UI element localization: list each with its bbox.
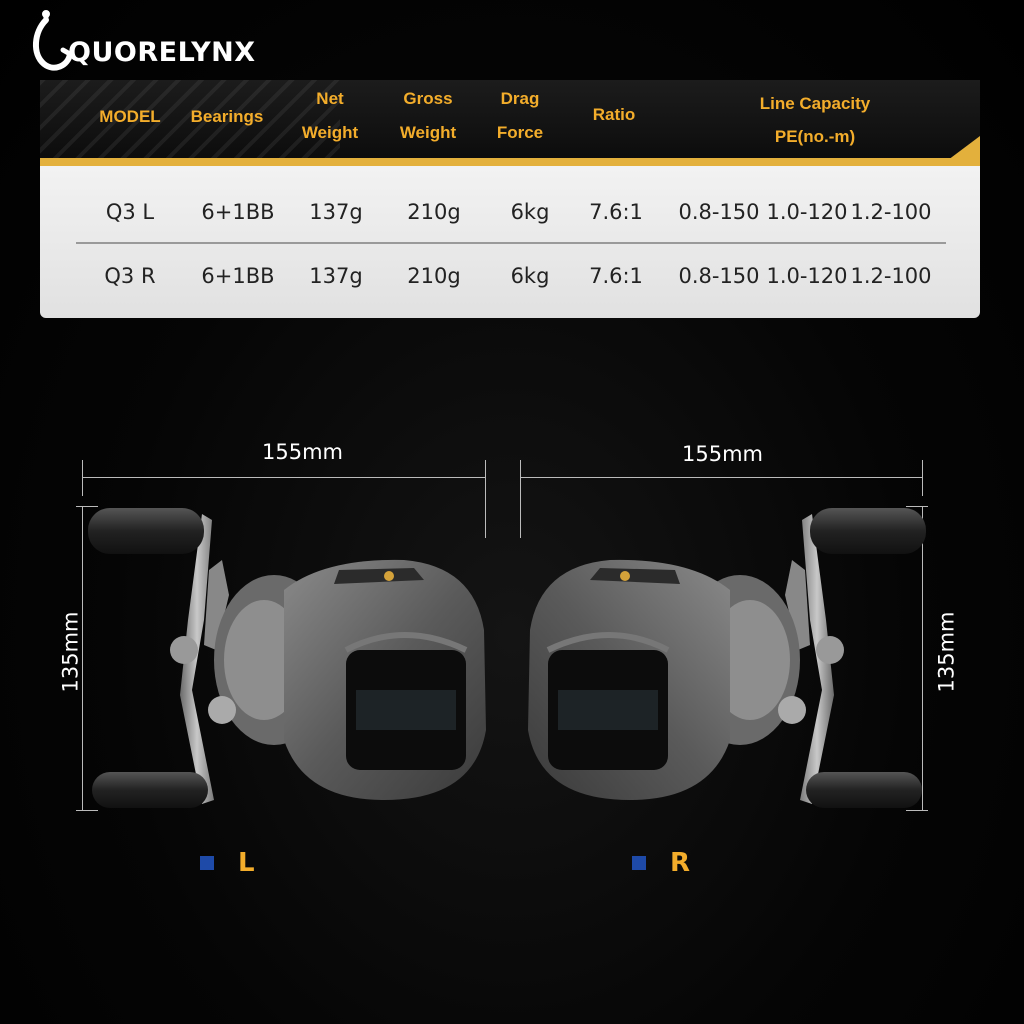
header-wedge — [940, 136, 980, 166]
cell-gross-weight: 210g — [407, 264, 461, 288]
spec-table-body — [40, 166, 980, 318]
header-gross-weight-line1: Gross — [403, 89, 453, 108]
right-hand-label: R — [670, 848, 691, 878]
brand-name: QUORELYNX — [68, 36, 256, 68]
header-gross-weight-line2: Weight — [399, 123, 457, 142]
table-row — [40, 246, 980, 306]
spec-table-header — [40, 80, 980, 166]
header-net-weight-line2: Weight — [301, 123, 359, 142]
row-divider — [76, 242, 946, 244]
header-net-weight-line1: Net — [316, 89, 344, 108]
cell-capacity-2: 1.0-120 — [766, 264, 848, 288]
header-model: MODEL — [99, 107, 161, 126]
left-reel-image — [84, 500, 494, 820]
table-row — [40, 182, 980, 242]
cell-capacity-1: 0.8-150 — [678, 264, 760, 288]
cell-ratio: 7.6:1 — [589, 264, 643, 288]
header-drag-force-line2: Force — [496, 123, 544, 142]
cell-gross-weight: 210g — [407, 200, 461, 224]
left-hand-label: L — [238, 848, 255, 878]
right-hand-tag — [632, 848, 690, 878]
header-drag-force-line1: Drag — [500, 89, 540, 108]
cell-bearings: 6+1BB — [201, 264, 275, 288]
left-hand-tag — [200, 848, 255, 878]
height-label-right: 135mm — [934, 611, 959, 693]
cell-capacity-1: 0.8-150 — [678, 200, 760, 224]
cell-net-weight: 137g — [309, 264, 363, 288]
cell-capacity-3: 1.2-100 — [850, 264, 932, 288]
width-dimension-line-right — [520, 477, 922, 478]
cell-capacity-2: 1.0-120 — [766, 200, 848, 224]
width-tick-left-start — [82, 460, 83, 496]
header-ratio: Ratio — [592, 105, 636, 124]
right-reel-image — [520, 500, 930, 820]
cell-ratio: 7.6:1 — [589, 200, 643, 224]
header-line-capacity-line1: Line Capacity — [759, 94, 871, 113]
width-label-right: 155mm — [682, 442, 763, 466]
cell-drag-force: 6kg — [510, 264, 550, 288]
cell-drag-force: 6kg — [510, 200, 550, 224]
header-bearings: Bearings — [190, 107, 264, 126]
header-line-capacity-line2: PE(no.-m) — [774, 127, 856, 146]
width-dimension-line-left — [82, 477, 486, 478]
square-marker-icon — [632, 856, 646, 870]
cell-capacity-3: 1.2-100 — [850, 200, 932, 224]
height-label-left: 135mm — [58, 611, 83, 693]
cell-bearings: 6+1BB — [201, 200, 275, 224]
brand-logo — [30, 8, 256, 78]
cell-net-weight: 137g — [309, 200, 363, 224]
cell-model: Q3 L — [105, 200, 155, 224]
header-stripe — [40, 158, 980, 166]
width-tick-right-end — [922, 460, 923, 496]
cell-model: Q3 R — [104, 264, 156, 288]
square-marker-icon — [200, 856, 214, 870]
width-label-left: 155mm — [262, 440, 343, 464]
